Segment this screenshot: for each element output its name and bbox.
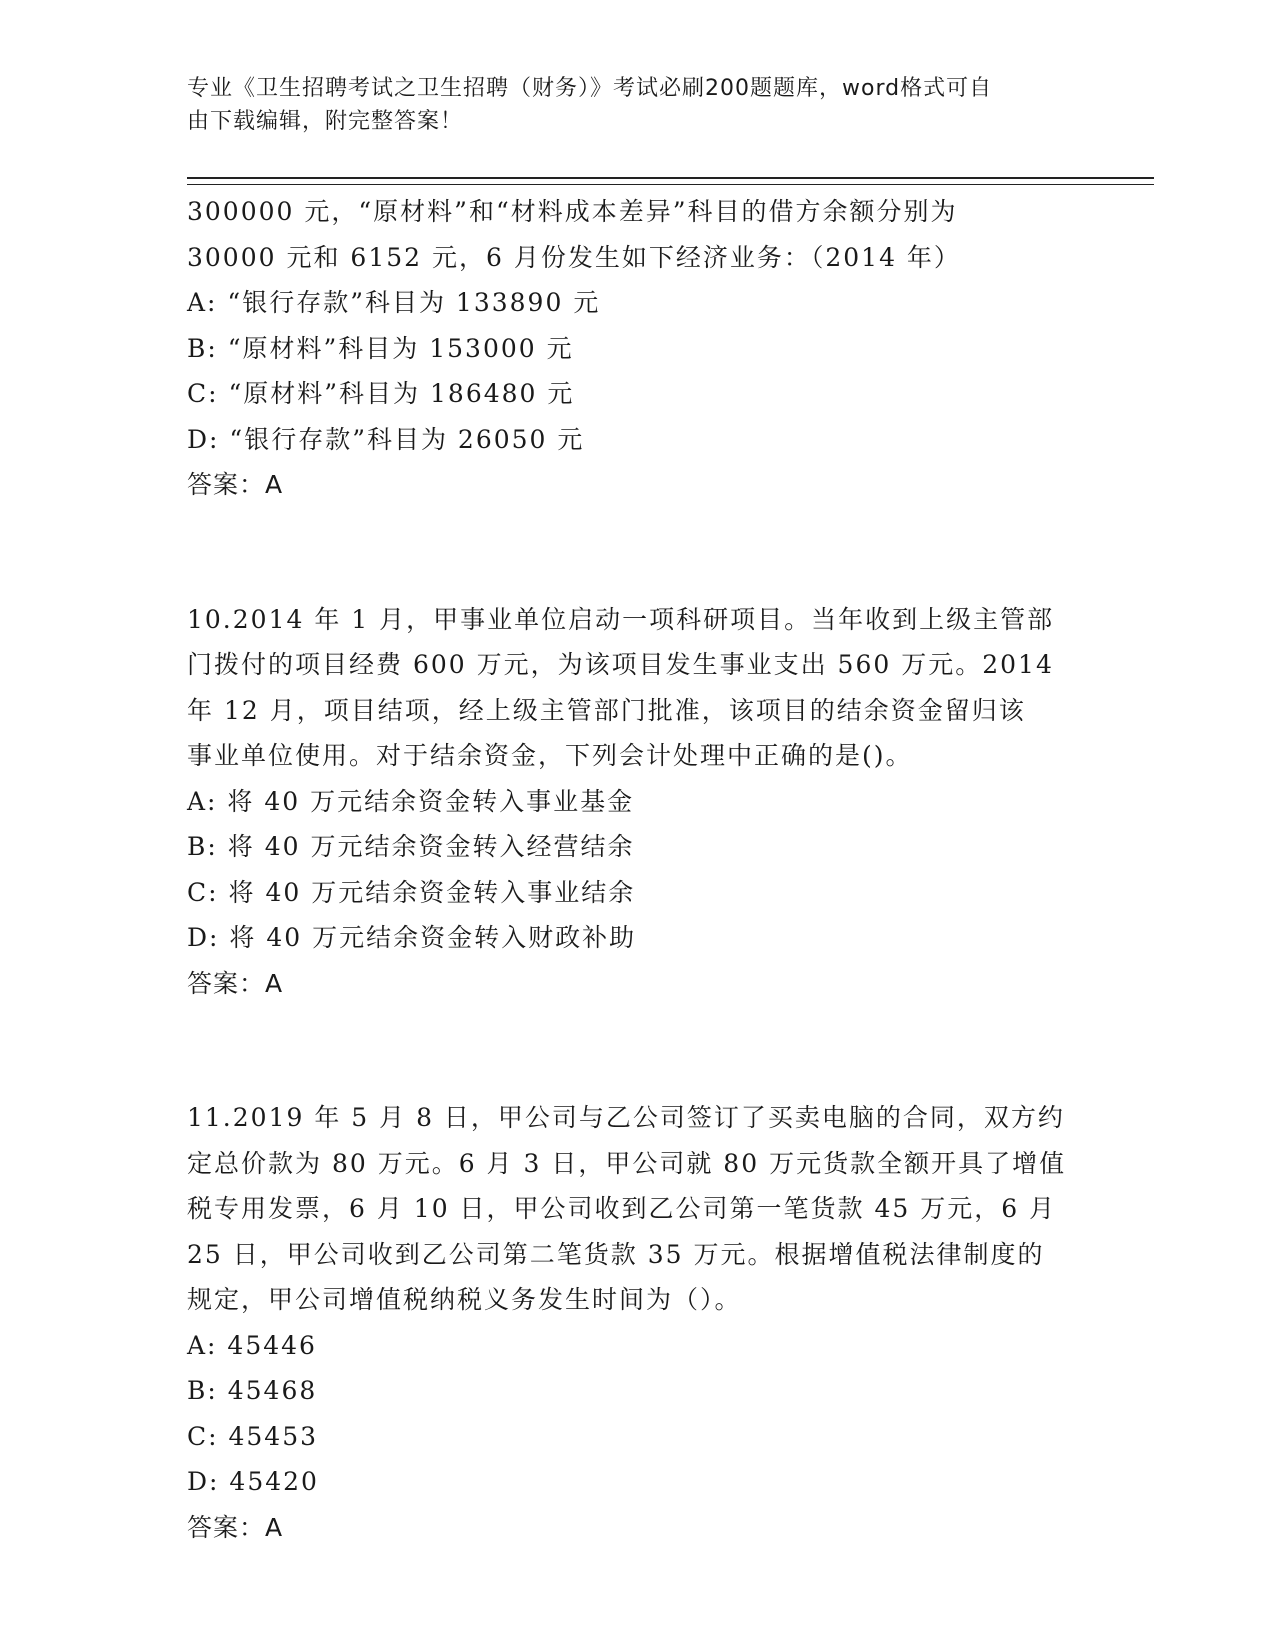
question-9 (187, 189, 1087, 508)
question-stem-line: 定总价款为 80 万元。6 月 3 日，甲公司就 80 万元货款全额开具了增值 (187, 1148, 1067, 1178)
question-stem-line: 10.2014 年 1 月，甲事业单位启动一项科研项目。当年收到上级主管部 (187, 604, 1055, 634)
question-stem-line: 门拨付的项目经费 600 万元，为该项目发生事业支出 560 万元。2014 (187, 650, 1054, 679)
option-b: B: 将 40 万元结余资金转入经营结余 (187, 832, 635, 861)
question-stem-line: 规定，甲公司增值税纳税义务发生时间为（）。 (187, 1285, 742, 1314)
document-body (187, 189, 1087, 1550)
question-stem-line: 事业单位使用。对于结余资金，下列会计处理中正确的是()。 (187, 741, 913, 770)
question-stem-line: 25 日，甲公司收到乙公司第二笔货款 35 万元。根据增值税法律制度的 (187, 1239, 1045, 1269)
option-c: C: 将 40 万元结余资金转入事业结余 (187, 877, 636, 907)
option-a: A: 45446 (187, 1330, 317, 1360)
option-c: C: “原材料”科目为 186480 元 (187, 379, 575, 408)
document-header (187, 72, 1067, 138)
option-a: A: “银行存款”科目为 133890 元 (187, 288, 601, 317)
header-divider-thin (187, 184, 1154, 185)
answer-line: 答案：A (187, 470, 284, 499)
question-stem-line: 年 12 月，项目结项，经上级主管部门批准，该项目的结余资金留归该 (187, 695, 1026, 725)
header-divider-thick (187, 177, 1154, 179)
header-title-line-2: 由下载编辑，附完整答案！ (187, 109, 464, 134)
question-11 (187, 1095, 1087, 1550)
option-d: D: “银行存款”科目为 26050 元 (187, 424, 585, 454)
answer-line: 答案：A (187, 1512, 284, 1542)
option-a: A: 将 40 万元结余资金转入事业基金 (187, 786, 635, 816)
option-d: D: 45420 (187, 1467, 319, 1496)
option-c: C: 45453 (187, 1421, 319, 1451)
question-stem-line: 300000 元，“原材料”和“材料成本差异”科目的借方余额分别为 (187, 197, 958, 226)
option-b: B: 45468 (187, 1376, 318, 1405)
question-spacer (187, 1006, 1087, 1095)
header-title-line-1: 专业《卫生招聘考试之卫生招聘（财务）》考试必刷200题题库，word格式可自 (187, 76, 993, 101)
answer-line: 答案：A (187, 968, 284, 998)
question-stem-line: 11.2019 年 5 月 8 日，甲公司与乙公司签订了买卖电脑的合同，双方约 (187, 1103, 1065, 1132)
question-spacer (187, 508, 1087, 597)
option-b: B: “原材料”科目为 153000 元 (187, 333, 574, 363)
question-stem-line: 税专用发票，6 月 10 日，甲公司收到乙公司第一笔货款 45 万元，6 月 (187, 1194, 1057, 1223)
question-stem-line: 30000 元和 6152 元，6 月份发生如下经济业务：（2014 年） (187, 242, 961, 272)
question-10 (187, 597, 1087, 1007)
option-d: D: 将 40 万元结余资金转入财政补助 (187, 923, 637, 952)
